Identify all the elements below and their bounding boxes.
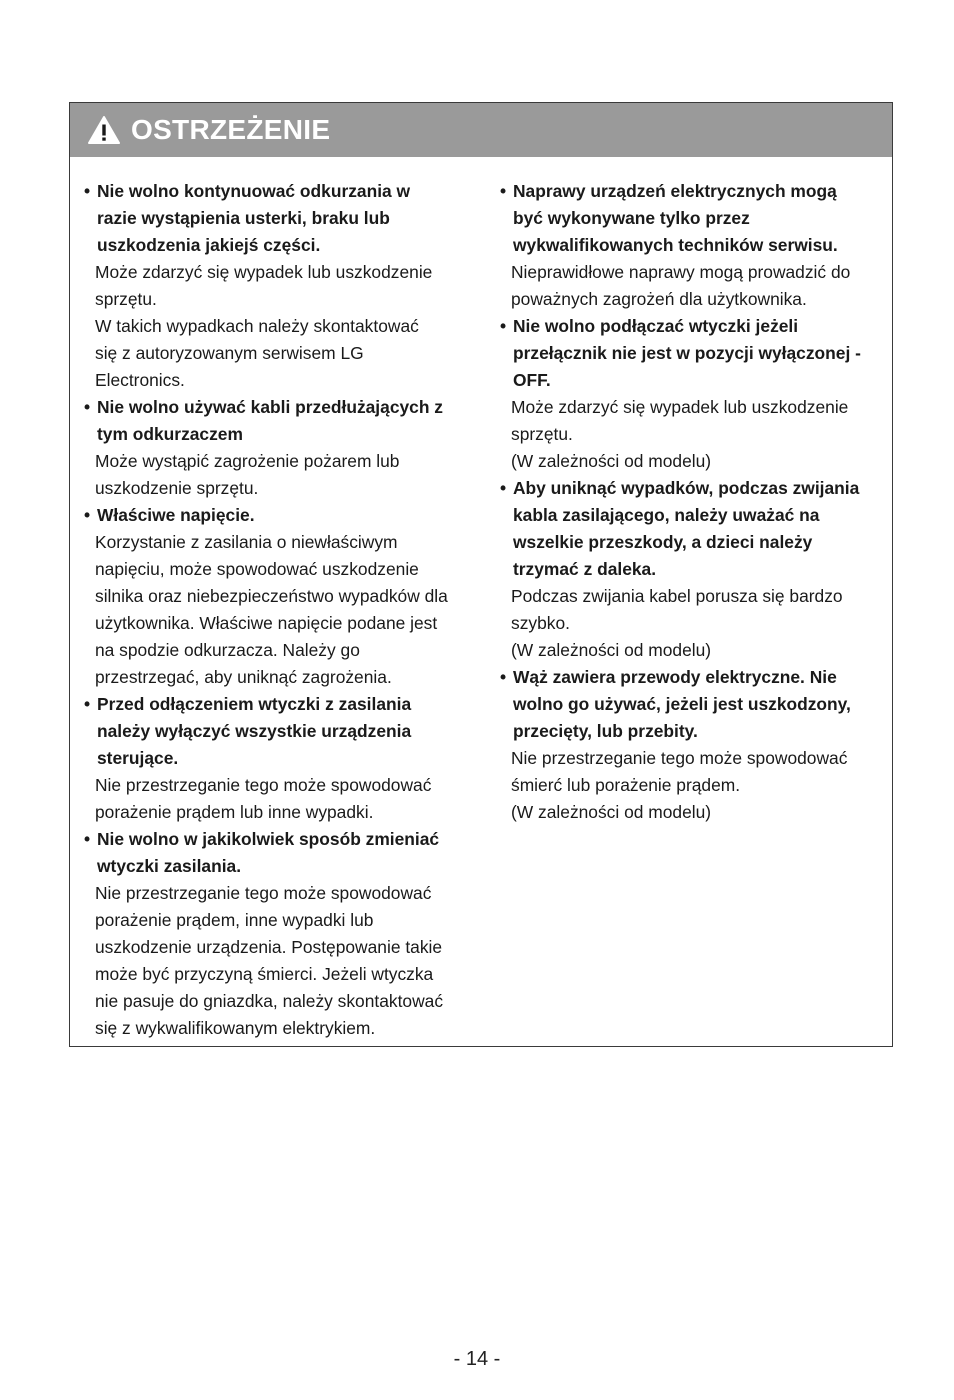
page-number: - 14 - (453, 1348, 501, 1370)
warning-item-title: • Przed odłączeniem wtyczki z zasilania należy wyłączyć wszystkie urządzenia sterujące. (84, 691, 482, 772)
left-column (84, 178, 482, 1042)
warning-item-body: Może wystąpić zagrożenie pożarem lub uszkodzenie sprzętu. (95, 451, 400, 498)
warning-item-body: Nieprawidłowe naprawy mogą prowadzić do poważnych zagrożeń dla użytkownika. (511, 262, 851, 309)
right-column (500, 178, 886, 826)
warning-item (500, 313, 886, 475)
warning-item-title: • Naprawy urządzeń elektrycznych mogą być wykonywane tylko przez wykwalifikowanych techników serwisu. (500, 178, 886, 259)
warning-item (84, 826, 482, 1042)
warning-item-title: • Nie wolno w jakikolwiek sposób zmieniać wtyczki zasilania. (84, 826, 482, 880)
warning-header (70, 103, 892, 157)
warning-item-body: Korzystanie z zasilania o niewłaściwym napięciu, może spowodować uszkodzenie silnika oraz niebezpieczeństwo wypadków dla użytkownika. Właściwe napięcie podane jest na spodzie odkurzacza. Należy go przestrzegać, aby uniknąć zagrożenia. (95, 532, 448, 687)
warning-item-title: • Właściwe napięcie. (84, 502, 482, 529)
warning-title: OSTRZEŻENIE (131, 114, 331, 145)
warning-item (84, 502, 482, 691)
warning-item-title: • Nie wolno podłączać wtyczki jeżeli przełącznik nie jest w pozycji wyłączonej - OFF. (500, 313, 886, 394)
warning-item-title: • Nie wolno używać kabli przedłużających z tym odkurzaczem (84, 394, 482, 448)
warning-item-title: • Aby uniknąć wypadków, podczas zwijania kabla zasilającego, należy uważać na wszelkie przeszkody, a dzieci należy trzymać z daleka. (500, 475, 886, 583)
warning-item (500, 178, 886, 313)
warning-box (69, 102, 893, 1047)
warning-item (84, 394, 482, 502)
warning-item-body: Nie przestrzeganie tego może spowodować śmierć lub porażenie prądem. (W zależności od modelu) (511, 748, 848, 822)
warning-item (84, 691, 482, 826)
warning-item (500, 475, 886, 664)
warning-item-body: Podczas zwijania kabel porusza się bardzo szybko. (W zależności od modelu) (511, 586, 843, 660)
warning-item-title: • Nie wolno kontynuować odkurzania w razie wystąpienia usterki, braku lub uszkodzenia jakiejś części. (84, 178, 482, 259)
warning-item-body: Nie przestrzeganie tego może spowodować porażenie prądem, inne wypadki lub uszkodzenie urządzenia. Postępowanie takie może być przyczyną śmierci. Jeżeli wtyczka nie pasuje do gniazdka, należy skontaktować się z wykwalifikowanym elektrykiem. (95, 883, 444, 1038)
warning-item-body: Nie przestrzeganie tego może spowodować porażenie prądem lub inne wypadki. (95, 775, 432, 822)
warning-item-body: Może zdarzyć się wypadek lub uszkodzenie sprzętu. W takich wypadkach należy skontaktować się z autoryzowanym serwisem LG Electronics. (95, 262, 433, 390)
warning-item-title: • Wąż zawiera przewody elektryczne. Nie wolno go używać, jeżeli jest uszkodzony, przecięty, lub przebity. (500, 664, 886, 745)
warning-item (500, 664, 886, 826)
warning-item-body: Może zdarzyć się wypadek lub uszkodzenie sprzętu. (W zależności od modelu) (511, 397, 849, 471)
warning-triangle-icon (87, 115, 121, 145)
warning-item (84, 178, 482, 394)
